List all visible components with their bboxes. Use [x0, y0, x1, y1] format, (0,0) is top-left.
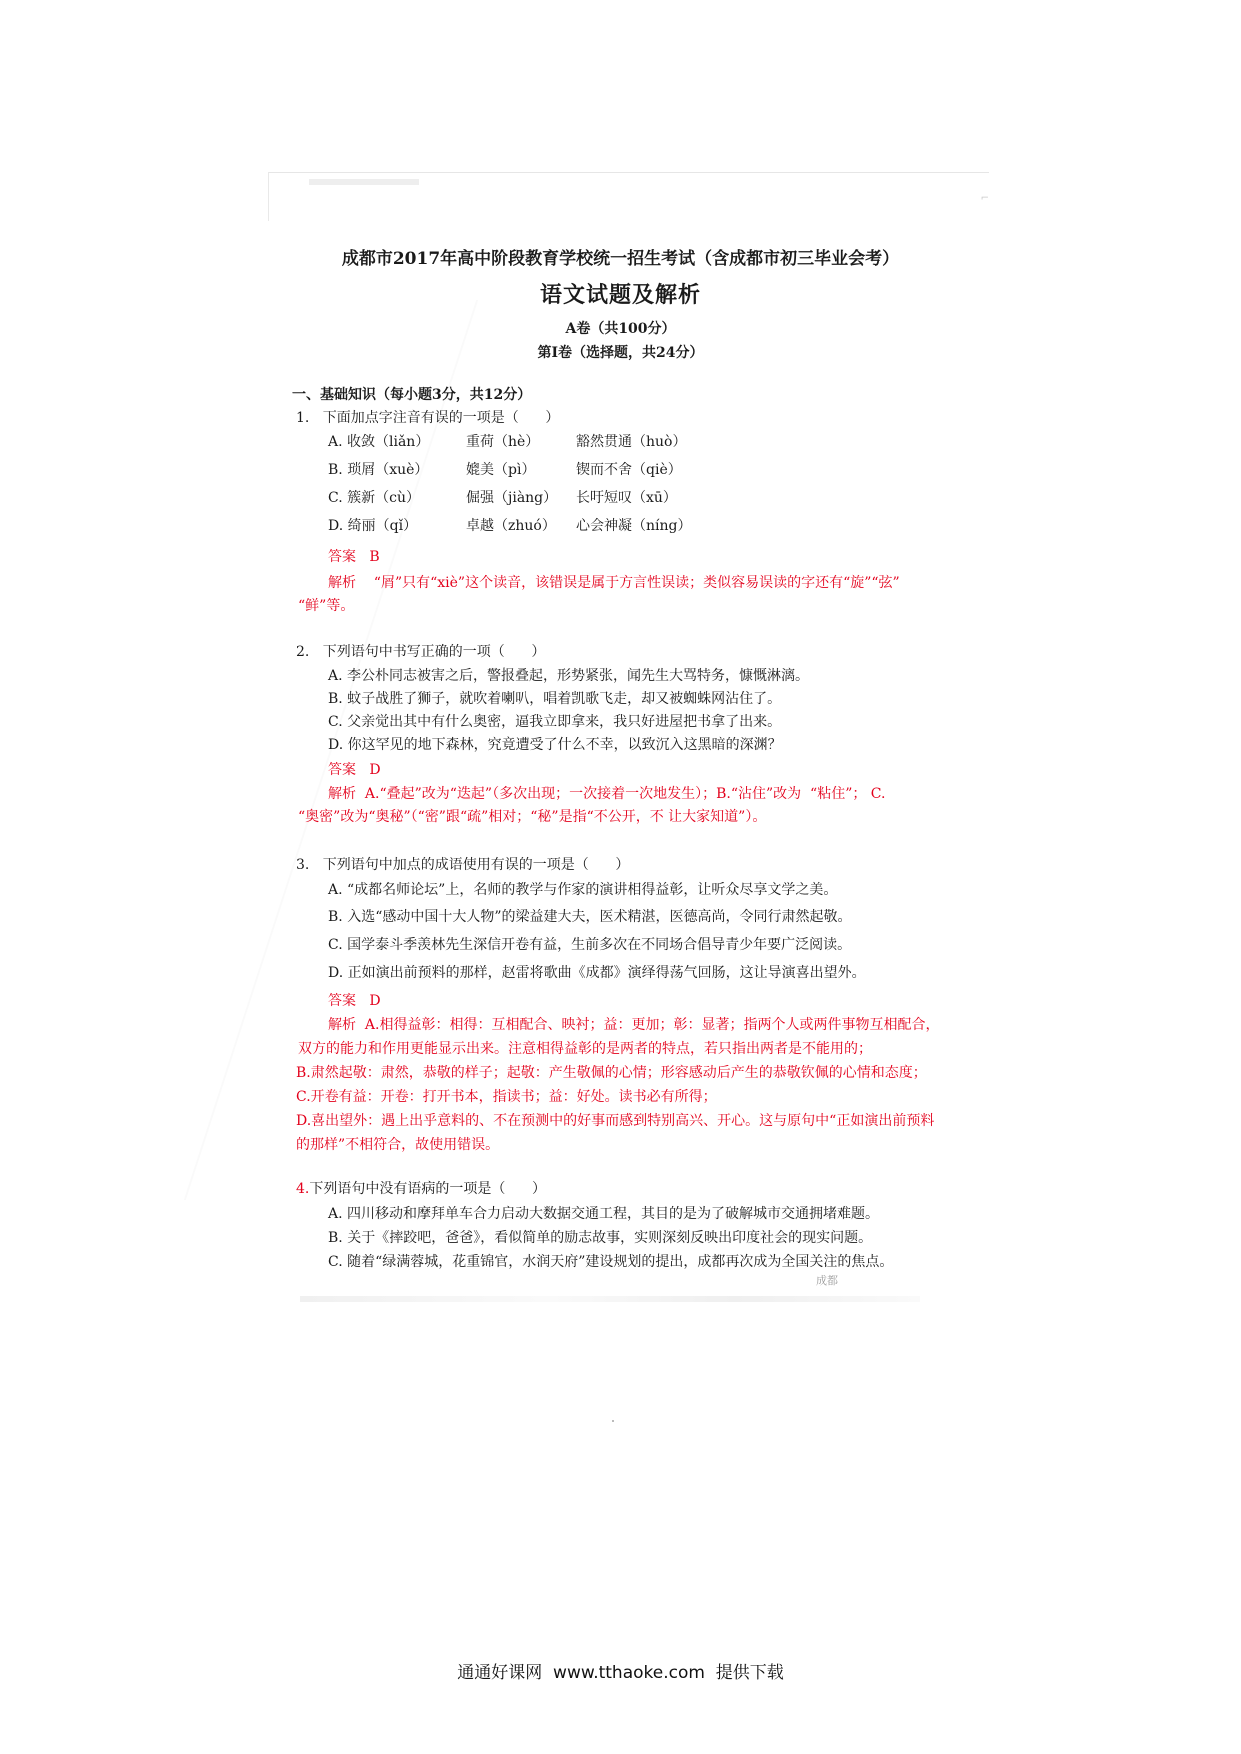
q3-option-d: D. 正如演出前预料的那样，赵雷将歌曲《成都》演绎得荡气回肠，这让导演喜出望外。 [328, 965, 866, 981]
scan-tick: ⌐ [980, 193, 989, 204]
q1-option-c-2: 倔强（jiàng） [466, 490, 558, 506]
q1-option-a-3: 豁然贯通（huò） [576, 434, 687, 450]
faint-scan-note: 成都 [816, 1274, 838, 1287]
q2-option-d: D. 你这罕见的地下森林，究竟遭受了什么不幸，以致沉入这黑暗的深渊？ [328, 737, 782, 753]
q3-analysis-line-2: 双方的能力和作用更能显示出来。注意相得益彰的是两者的特点，若只指出两者是不能用的； [298, 1041, 872, 1057]
paper-subtitle: 语文试题及解析 [539, 282, 701, 308]
q3-answer: 答案 D [328, 993, 381, 1009]
q4-number: 4. [296, 1181, 310, 1197]
q4-option-c: C. 随着“绿满蓉城，花重锦官，水润天府”建设规划的提出，成都再次成为全国关注的焦点。 [328, 1254, 894, 1270]
volume-label: A卷（共100分） [565, 321, 676, 337]
q1-option-a-1: A. 收敛（liǎn） [328, 434, 430, 450]
q1-option-d-1: D. 绮丽（qǐ） [328, 518, 418, 534]
q2-option-c: C. 父亲觉出其中有什么奥密，逼我立即拿来，我只好进屋把书拿了出来。 [328, 714, 782, 730]
q1-option-d-3: 心会神凝（níng） [576, 518, 692, 534]
scan-dot [612, 1420, 614, 1422]
scan-edge-artifact [268, 172, 989, 221]
exam-title: 成都市2017年高中阶段教育学校统一招生考试（含成都市初三毕业会考） [341, 249, 900, 269]
q4-stem [296, 1180, 546, 1198]
q1-option-a-2: 重荷（hè） [466, 434, 540, 450]
part-label: 第Ⅰ卷（选择题，共24分） [537, 345, 704, 361]
download-footer: 通通好课网 www.tthaoke.com 提供下载 [457, 1663, 784, 1683]
q1-option-c-3: 长吁短叹（xū） [576, 490, 677, 506]
q3-option-a: A. “成都名师论坛”上，名师的教学与作家的演讲相得益彰，让听众尽享文学之美。 [328, 882, 838, 898]
q1-option-b-3: 锲而不舍（qiè） [576, 462, 682, 478]
q3-stem: 3. 下列语句中加点的成语使用有误的一项是（ ） [296, 857, 630, 873]
q1-answer: 答案 B [328, 549, 380, 565]
q4-stem-text: 下列语句中没有语病的一项是（ ） [309, 1181, 547, 1197]
q4-option-a: A. 四川移动和摩拜单车合力启动大数据交通工程，其目的是为了破解城市交通拥堵难题。 [328, 1206, 880, 1222]
q1-analysis-line-1: 解析 “屑”只有“xiè”这个读音，该错误是属于方言性误读；类似容易误读的字还有“旋”“弦” [328, 575, 900, 591]
q1-option-d-2: 卓越（zhuó） [466, 518, 556, 534]
q3-analysis-line-1: 解析 A.相得益彰：相得：互相配合、映衬；益：更加；彰：显著；指两个人或两件事物互相配合， [328, 1017, 940, 1033]
q3-option-b: B. 入选“感动中国十大人物”的梁益建大夫，医术精湛，医德高尚，令同行肃然起敬。 [328, 909, 852, 925]
q1-stem: 1. 下面加点字注音有误的一项是（ ） [296, 410, 560, 426]
q2-option-a: A. 李公朴同志被害之后，警报叠起，形势紧张，闻先生大骂特务，慷慨淋漓。 [328, 668, 810, 684]
scan-smudge [309, 179, 419, 185]
q2-analysis-line-1: 解析 A.“叠起”改为“迭起”（多次出现；一次接着一次地发生）；B.“沾住”改为 “粘住”； C. [328, 786, 886, 802]
q1-option-b-2: 媲美（pì） [466, 462, 536, 478]
q1-option-c-1: C. 簇新（cù） [328, 490, 420, 506]
section-heading: 一、基础知识（每小题3分，共12分） [292, 387, 532, 403]
q2-answer: 答案 D [328, 762, 381, 778]
scan-bottom-smudge [300, 1296, 920, 1302]
q3-analysis-line-4: C.开卷有益：开卷：打开书本，指读书；益：好处。读书必有所得； [296, 1089, 717, 1105]
q1-option-b-1: B. 琐屑（xuè） [328, 462, 429, 478]
q4-option-b: B. 关于《摔跤吧，爸爸》，看似简单的励志故事，实则深刻反映出印度社会的现实问题。 [328, 1230, 873, 1246]
q2-option-b: B. 蚊子战胜了狮子，就吹着喇叭，唱着凯歌飞走，却又被蜘蛛网沾住了。 [328, 691, 782, 707]
q3-analysis-line-5: D.喜出望外：遇上出乎意料的、不在预测中的好事而感到特别高兴、开心。这与原句中“正如演出前预料 [296, 1113, 935, 1129]
q2-analysis-line-2: “奥密”改为“奥秘”（“密”跟“疏”相对；“秘”是指“不公开，不 让大家知道”）。 [298, 809, 767, 825]
q3-option-c: C. 国学泰斗季羡林先生深信开卷有益，生前多次在不同场合倡导青少年要广泛阅读。 [328, 937, 852, 953]
q1-analysis-line-2: “鲜”等。 [298, 598, 355, 614]
q3-analysis-line-3: B.肃然起敬：肃然，恭敬的样子；起敬：产生敬佩的心情；形容感动后产生的恭敬钦佩的心情和态度； [296, 1065, 927, 1081]
q2-stem: 2. 下列语句中书写正确的一项（ ） [296, 644, 546, 660]
q3-analysis-line-6: 的那样”不相符合，故使用错误。 [296, 1137, 500, 1153]
